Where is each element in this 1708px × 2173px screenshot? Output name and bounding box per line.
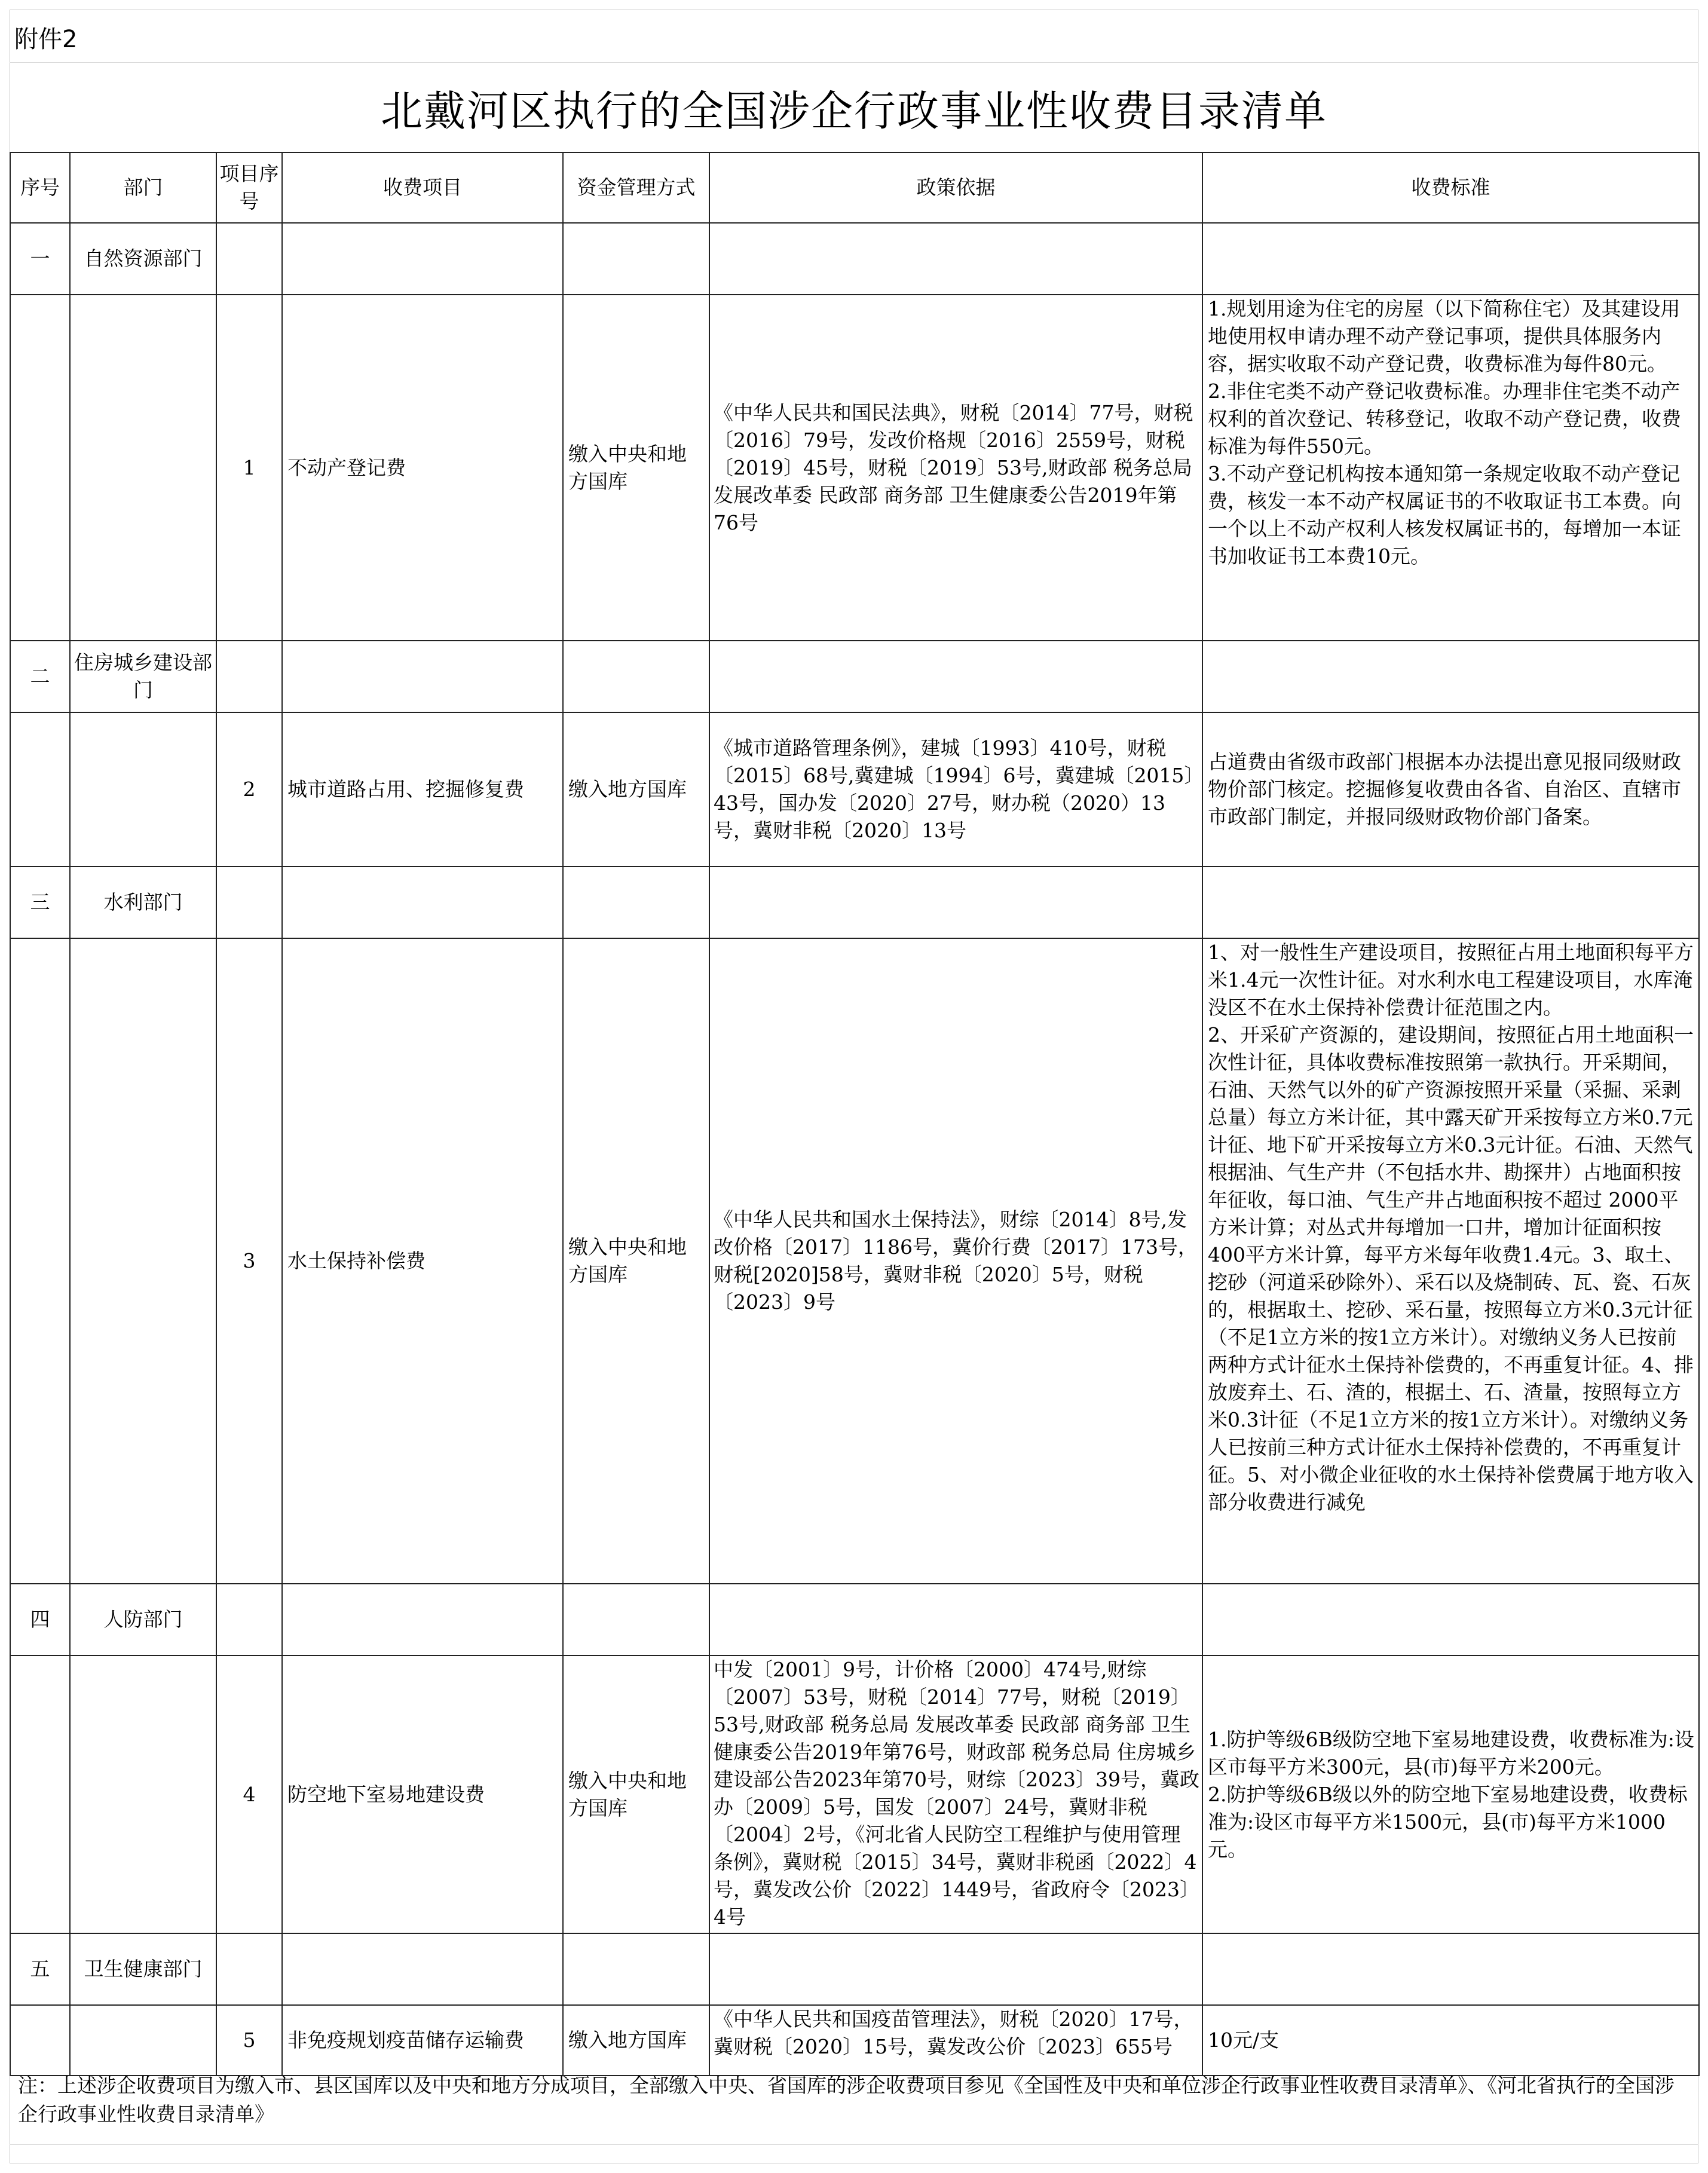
fee-standard: 1.防护等级6B级防空地下室易地建设费，收费标准为:设区市每平方米300元，县(市)每平方米200元。 2.防护等级6B级以外的防空地下室易地建设费，收费标准为:设区市每平方米1500元，县(市)每平方米1000元。	[1208, 1727, 1694, 1861]
section-row	[10, 1584, 1699, 1655]
policy-basis: 《城市道路管理条例》，建城〔1993〕410号，财税〔2015〕68号,冀建城〔1994〕6号，冀建城〔2015〕43号，国办发〔2020〕27号，财办税（2020）13号，冀财非税〔2020〕13号	[709, 712, 1202, 867]
table-row	[10, 938, 1699, 1584]
policy-basis: 《中华人民共和国水土保持法》，财综〔2014〕8号,发改价格〔2017〕1186号，冀价行费〔2017〕173号，财税[2020]58号，冀财非税〔2020〕5号，财税〔2023〕9号	[709, 938, 1202, 1584]
table-row	[10, 1655, 1699, 1933]
policy-basis: 中发〔2001〕9号，计价格〔2000〕474号,财综〔2007〕53号，财税〔2014〕77号，财税〔2019〕53号,财政部 税务总局 发展改革委 民政部 商务部 卫生健康委公告2019年第76号，财政部 税务总局 住房城乡建设部公告2023年第70号，财综〔2023〕39号，冀政办〔2009〕5号，国发〔2007〕24号，冀财非税〔2004〕2号，《河北省人民防空工程维护与使用管理条例》，冀财税〔2015〕34号，冀财非税函〔2022〕4号，冀发改公价〔2022〕1449号，省政府令〔2023〕4号	[714, 1658, 1199, 1929]
footnote: 注：上述涉企收费项目为缴入市、县区国库以及中央和地方分成项目，全部缴入中央、省国库的涉企收费项目参见《全国性及中央和单位涉企行政事业性收费目录清单》、《河北省执行的全国涉企行政事业性收费目录清单》	[18, 2074, 1675, 2126]
fee-item: 防空地下室易地建设费	[282, 1655, 563, 1933]
fee-standard: 10元/支	[1208, 2028, 1280, 2052]
fee-item: 水土保持补偿费	[282, 938, 563, 1584]
section-dept: 住房城乡建设部门	[70, 641, 216, 712]
section-row	[10, 867, 1699, 938]
header-standard: 收费标准	[1202, 152, 1699, 223]
policy-basis: 《中华人民共和国疫苗管理法》，财税〔2020〕17号，冀财税〔2020〕15号，冀发改公价〔2023〕655号	[714, 2007, 1193, 2058]
item-seq: 3	[216, 938, 282, 1584]
header-item-seq: 项目序号	[216, 152, 282, 223]
header-policy: 政策依据	[709, 152, 1202, 223]
table-header-row	[10, 152, 1699, 223]
fee-table	[10, 152, 1700, 2076]
fee-standard: 1、对一般性生产建设项目，按照征占用土地面积每平方米1.4元一次性计征。对水利水电工程建设项目，水库淹没区不在水土保持补偿费计征范围之内。 2、开采矿产资源的，建设期间，按照征占用土地面积一次性计征，具体收费标准按照第一款执行。开采期间，石油、天然气以外的矿产资源按照开采量（采掘、采剥总量）每立方米计征，其中露天矿开采按每立方米0.7元计征、地下矿开采按每立方米0.3元计征。石油、天然气根据油、气生产井（不包括水井、勘探井）占地面积按年征收，每口油、气生产井占地面积按不超过 2000平方米计算；对丛式井每增加一口井，增加计征面积按400平方米计算，每平方米每年收费1.4元。3、取土、挖砂（河道采砂除外）、采石以及烧制砖、瓦、瓷、石灰的，根据取土、挖砂、采石量，按照每立方米0.3元计征（不足1立方米的按1立方米计）。对缴纳义务人已按前两种方式计征水土保持补偿费的，不再重复计征。4、排放废弃土、石、渣的，根据土、石、渣量，按照每立方米0.3计征（不足1立方米的按1立方米计）。对缴纳义务人已按前三种方式计征水土保持补偿费的，不再重复计征。5、对小微企业征收的水土保持补偿费属于地方收入部分收费进行减免	[1208, 941, 1694, 1514]
fund-mgmt: 缴入中央和地方国库	[563, 295, 709, 641]
section-dept: 自然资源部门	[70, 223, 216, 295]
item-seq: 5	[216, 2005, 282, 2076]
page-title: 北戴河区执行的全国涉企行政事业性收费目录清单	[381, 87, 1327, 136]
item-seq: 2	[216, 712, 282, 867]
fund-mgmt: 缴入中央和地方国库	[563, 938, 709, 1584]
section-seq: 三	[10, 867, 70, 938]
fee-item: 不动产登记费	[282, 295, 563, 641]
fund-mgmt: 缴入中央和地方国库	[563, 1655, 709, 1933]
section-row	[10, 641, 1699, 712]
item-seq: 4	[216, 1655, 282, 1933]
divider	[10, 2144, 1698, 2145]
table-row	[10, 295, 1699, 641]
policy-basis: 《中华人民共和国民法典》，财税〔2014〕77号，财税〔2016〕79号，发改价格规〔2016〕2559号，财税〔2019〕45号，财税〔2019〕53号,财政部 税务总局 发展改革委 民政部 商务部 卫生健康委公告2019年第76号	[709, 295, 1202, 641]
header-seq: 序号	[10, 152, 70, 223]
section-row	[10, 223, 1699, 295]
divider	[10, 62, 1698, 63]
section-seq: 五	[10, 1933, 70, 2005]
fee-item: 城市道路占用、挖掘修复费	[282, 712, 563, 867]
header-dept: 部门	[70, 152, 216, 223]
header-fund-mgmt: 资金管理方式	[563, 152, 709, 223]
section-dept: 卫生健康部门	[70, 1933, 216, 2005]
fund-mgmt: 缴入地方国库	[563, 712, 709, 867]
header-item: 收费项目	[282, 152, 563, 223]
section-dept: 水利部门	[70, 867, 216, 938]
fee-standard: 1.规划用途为住宅的房屋（以下简称住宅）及其建设用地使用权申请办理不动产登记事项，提供具体服务内容，据实收取不动产登记费，收费标准为每件80元。 2.非住宅类不动产登记收费标准。办理非住宅类不动产权利的首次登记、转移登记，收取不动产登记费，收费标准为每件550元。 3.不动产登记机构按本通知第一条规定收取不动产登记费，核发一本不动产权属证书的不收取证书工本费。向一个以上不动产权利人核发权属证书的，每增加一本证书加收证书工本费10元。	[1208, 297, 1681, 568]
section-row	[10, 1933, 1699, 2005]
item-seq: 1	[216, 295, 282, 641]
attachment-label: 附件2	[14, 26, 78, 53]
section-seq: 二	[10, 641, 70, 712]
section-seq: 四	[10, 1584, 70, 1655]
section-seq: 一	[10, 223, 70, 295]
fee-standard: 占道费由省级市政部门根据本办法提出意见报同级财政物价部门核定。挖掘修复收费由各省、自治区、直辖市市政部门制定，并报同级财政物价部门备案。	[1208, 750, 1681, 828]
fee-item: 非免疫规划疫苗储存运输费	[282, 2005, 563, 2076]
section-dept: 人防部门	[70, 1584, 216, 1655]
table-row	[10, 712, 1699, 867]
fund-mgmt: 缴入地方国库	[563, 2005, 709, 2076]
